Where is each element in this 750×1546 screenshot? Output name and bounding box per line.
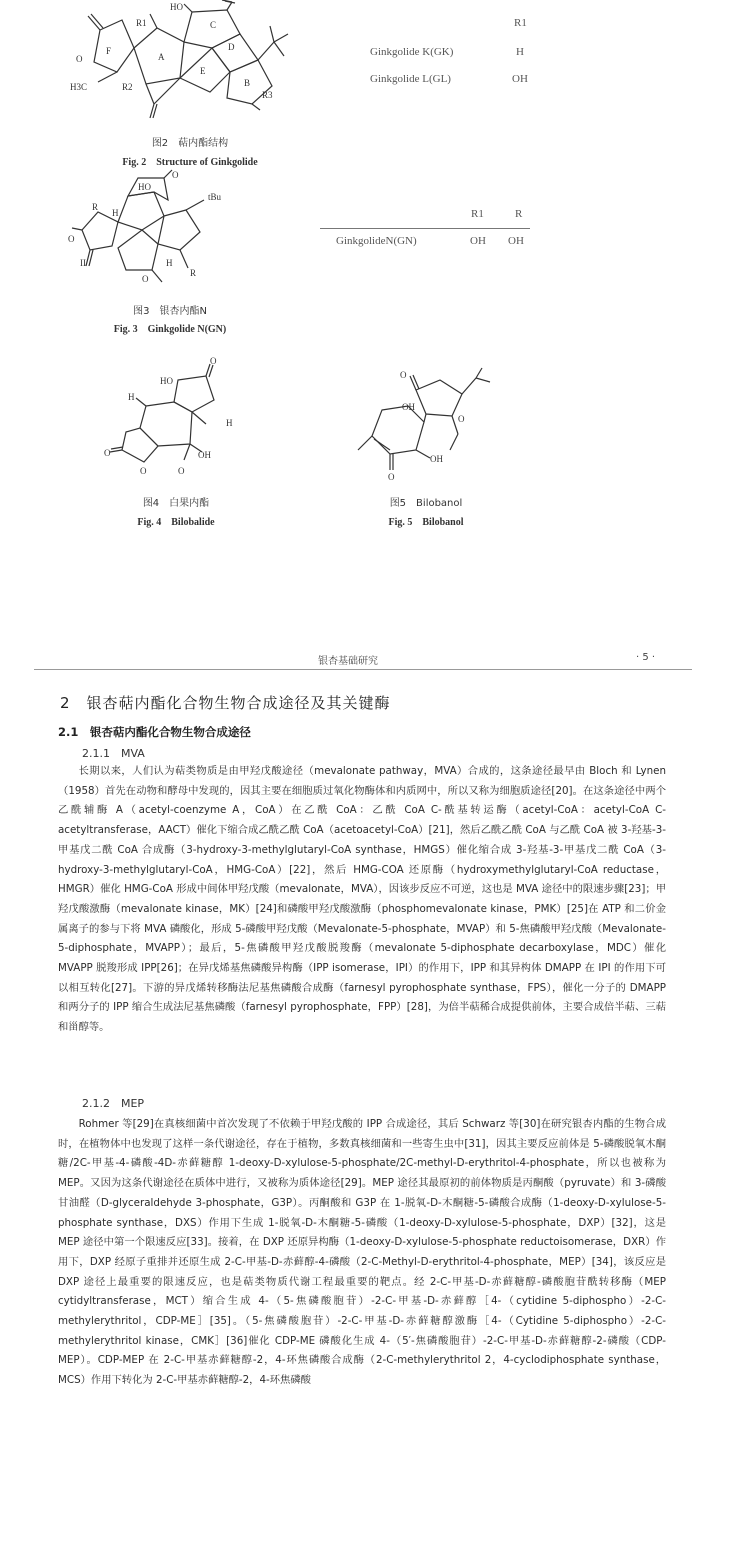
ring-label-a: A xyxy=(158,52,165,62)
atom-o: O xyxy=(172,170,179,180)
atom-h3c: H3C xyxy=(70,82,88,92)
fig3-table-header-r1: R1 xyxy=(471,208,484,220)
ring-lactone xyxy=(174,376,214,412)
ring-label-b: B xyxy=(244,78,251,88)
fig5-caption-en: Fig. 5 Bilobanol xyxy=(388,517,464,528)
atom-r: R xyxy=(190,268,197,278)
atom-r2: R2 xyxy=(122,82,133,92)
atom-o: O xyxy=(140,466,147,476)
subsection-heading: 2.1 银杏萜内酯化合物生物合成途径 xyxy=(58,725,251,739)
fig2-structure xyxy=(62,0,302,118)
atom-oh: OH xyxy=(402,402,415,412)
fig2-table-header-r1: R1 xyxy=(514,17,527,29)
fig2-caption-cn: 图2 萜内酯结构 xyxy=(151,138,229,149)
ring-d xyxy=(212,34,258,72)
fig2-table-row-name: Ginkgolide L(GL) xyxy=(370,73,451,85)
fig3-caption-cn: 图3 银杏内酯N xyxy=(133,306,207,317)
ring-top xyxy=(118,192,164,230)
atom-o: O xyxy=(142,274,149,284)
page-number: · 5 · xyxy=(636,652,656,663)
fig3-table-rule xyxy=(320,228,530,229)
ring-f xyxy=(94,20,134,72)
fig4-structure xyxy=(104,356,256,480)
atom-oh: OH xyxy=(198,450,211,460)
fig3-table-row-name: GinkgolideN(GN) xyxy=(336,235,417,247)
atom-o: O xyxy=(104,448,111,458)
ring-label-c: C xyxy=(210,20,217,30)
ring-bottom xyxy=(118,230,158,270)
atom-o: O xyxy=(210,356,217,366)
atom-o: O xyxy=(400,370,407,380)
subsubsection-heading-mva: 2.1.1 MVA xyxy=(82,747,145,760)
ring-label-e: E xyxy=(200,66,206,76)
ring-right xyxy=(158,210,200,250)
fig2-table-row-name: Ginkgolide K(GK) xyxy=(370,46,454,58)
atom-h: H xyxy=(226,418,233,428)
fig5-structure xyxy=(354,366,504,482)
ring-label-d: D xyxy=(228,42,235,52)
atom-o: O xyxy=(68,234,75,244)
atom-r: R xyxy=(92,202,99,212)
ring-furanone xyxy=(416,380,462,416)
fig3-structure xyxy=(68,170,238,288)
atom-oh: OH xyxy=(430,454,443,464)
running-header-title: 银杏基础研究 xyxy=(318,656,378,667)
atom-h: H xyxy=(166,258,173,268)
fig4-caption-cn: 图4 白果内酯 xyxy=(142,498,210,509)
ring-left xyxy=(122,428,158,462)
fig2-table-row-value: OH xyxy=(512,73,528,85)
atom-tbu: tBu xyxy=(208,192,222,202)
atom-o: O xyxy=(178,466,185,476)
ring-label-f: F xyxy=(106,46,112,56)
section-heading: 2 银杏萜内酯化合物生物合成途径及其关键酶 xyxy=(60,694,391,712)
paragraph-mep: Rohmer 等[29]在真核细菌中首次发现了不依赖于甲羟戊酸的 IPP 合成途径，其后 Schwarz 等[30]在研究银杏内酯的生物合成时，在植物体中也发现了这样一条代谢途径，存在于植物，多数真核细菌和一些寄生虫中[31]，因其主要反应前体是 5-磷酸脱氧木酮糖/2C-甲基-4-磷酸-4D-赤藓糖醇 1-deoxy-D-xylulose-5-phosphate/2C-methyl-D-erythritol-4-phosphate，所以也被称为 MEP。又因为这条代谢途径在质体中进行，又被称为质体途径[29]。MEP 途径其最原初的前体物质是丙酮酸（pyruvate）和 3-磷酸甘油醛（D-glyceraldehyde 3-phosphate，G3P）。丙酮酸和 G3P 在 1-脱氧-D-木酮糖-5-磷酸合成酶（1-deoxy-D-xylulose-5-phosphate synthase，DXS）作用下生成 1-脱氧-D-木酮糖-5-磷酸（1-deoxy-D-xylulose-5-phosphate，DXP）[32]，这是 MEP 途径中第一个限速反应[33]。接着，在 DXP 还原异构酶（1-deoxy-D-xylulose-5-phosphate reductoisomerase，DXR）作用下，DXP 经原子重排并还原生成 2-C-甲基-D-赤藓醇-4-磷酸（2-C-Methyl-D-erythritol-4-phosphate，MEP）[34]，该反应是 DXP 途径上最重要的限速反应，也是萜类物质代谢工程最重要的靶点。经 2-C-甲基-D-赤藓糖醇-磷酸胞苷酰转移酶（MEP cytidyltransferase，MCT）缩合生成 4-（5-焦磷酸胞苷）-2-C-甲基-D-赤藓醇［4-（cytidine 5-diphospho）-2-C-methylerythritol，CDP-ME］[35]。（5-焦磷酸胞苷）-2-C-甲基-D-赤藓糖醇激酶［4-（Cytidine 5-diphospho）-2-C-methylerythritol kinase，CMK］[36]催化 CDP-ME 磷酸化生成 4-（5′-焦磷酸胞苷）-2-C-甲基-D-赤藓糖醇-2-磷酸（CDP-MEP）。CDP-MEP 在 2-C-甲基赤藓糖醇-2，4-环焦磷酸合成酶（2-C-methylerythritol 2，4-cyclodiphosphate synthase，MCS）作用下转化为 2-C-甲基赤藓糖醇-2，4-环焦磷酸 xyxy=(58,1118,666,1387)
atom-ii: II xyxy=(80,258,86,268)
fig3-table-row-r1: OH xyxy=(470,235,486,247)
header-rule xyxy=(34,669,692,670)
ring-core xyxy=(140,402,192,446)
atom-r1: R1 xyxy=(136,18,147,28)
atom-ho: HO xyxy=(170,2,183,12)
atom-ho: HO xyxy=(138,182,151,192)
atom-h: H xyxy=(128,392,135,402)
atom-o: O xyxy=(388,472,395,482)
paragraph-mva: 长期以来，人们认为萜类物质是由甲羟戊酸途径（mevalonate pathway，MVA）合成的，这条途径最早由 Bloch 和 Lynen（1958）首先在动物和酵母中发现的，因其主要在细胞质过氧化物酶体和内质网中，所以又称为细胞质途径[20]。在这条途径中两个乙酰辅酶 A（acetyl-coenzyme A，CoA）在乙酰 CoA：乙酰 CoA C-酰基转运酶（acetyl-CoA：acetyl-CoA C-acetyltransferase，AACT）催化下缩合成乙酰乙酰 CoA（acetoacetyl-CoA）[21]，然后乙酰乙酰 CoA 与乙酰 CoA 被 3-羟基-3-甲基戊二酰 CoA 合成酶（3-hydroxy-3-methylglutaryl-CoA synthase，HMGS）催化缩合成 3-羟基-3-甲基戊二酰 CoA（3-hydroxy-3-methylglutaryl-CoA，HMG-CoA）[22]，然后 HMG-COA 还原酶（hydroxymethylglutaryl-CoA reductase，HMGR）催化 HMG-CoA 形成中间体甲羟戊酸（mevalonate，MVA），因该步反应不可逆，这也是 MVA 途径中的限速步骤[23]；甲羟戊酸激酶（mevalonate kinase，MK）[24]和磷酸甲羟戊酸激酶（phosphomevalonate kinase，PMK）[25]在 ATP 和二价金属离子的参与下将 MVA 磷酸化，形成 5-磷酸甲羟戊酸（Mevalonate-5-phosphate，MVAP）和 5-焦磷酸甲羟戊酸（Mevalonate-5-diphosphate，MVAPP）；最后，5-焦磷酸甲羟戊酸脱羧酶（mevalonate 5-diphosphate decarboxylase，MDC）催化 MVAPP 脱羧形成 IPP[26]；在异戊烯基焦磷酸异构酶（IPP isomerase，IPI）的作用下，IPP 和其异构体 DMAPP 在 IPI 的作用下可以相互转化[27]。下游的异戊烯转移酶法尼基焦磷酸合成酶（farnesyl pyrophosphate synthase，FPS），催化一分子的 DMAPP 和两分子的 IPP 缩合生成法尼基焦磷酸（farnesyl pyrophosphate，FPP）[28]，为倍半萜稀合成提供前体，主要合成倍半萜、三萜和甾醇等。 xyxy=(58,765,666,1034)
fig4-caption-en: Fig. 4 Bilobalide xyxy=(137,517,215,528)
atom-o: O xyxy=(76,54,83,64)
fig5-caption-cn: 图5 Bilobanol xyxy=(389,498,463,509)
atom-o: O xyxy=(458,414,465,424)
subsubsection-heading-mep: 2.1.2 MEP xyxy=(82,1097,145,1110)
fig2-table-row-value: H xyxy=(516,46,524,58)
ring-cyclohexenone xyxy=(372,406,424,454)
atom-ho: HO xyxy=(160,376,173,386)
fig3-table-header-r: R xyxy=(515,208,523,220)
fig3-caption-en: Fig. 3 Ginkgolide N(GN) xyxy=(113,324,227,335)
atom-r3: R3 xyxy=(262,90,273,100)
fig2-caption-en: Fig. 2 Structure of Ginkgolide xyxy=(122,157,258,168)
atom-h: H xyxy=(112,208,119,218)
fig3-table-row-r: OH xyxy=(508,235,524,247)
